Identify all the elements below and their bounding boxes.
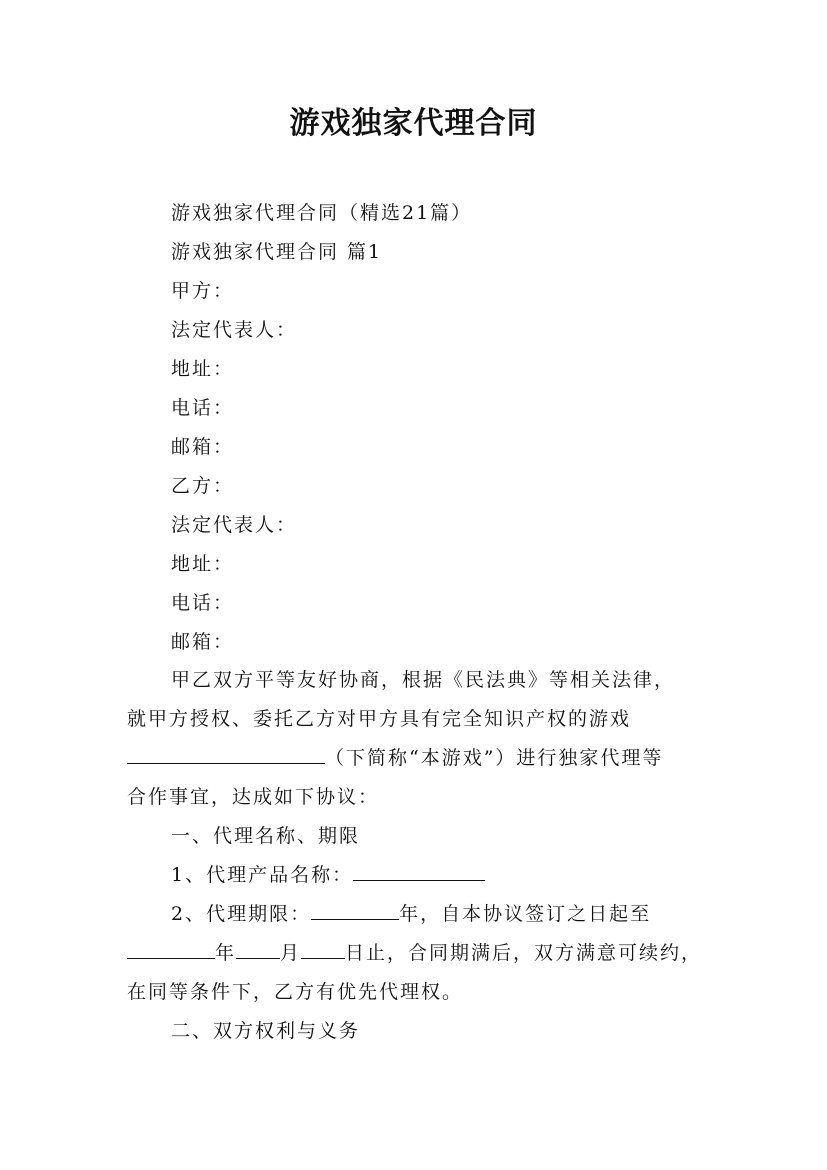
intro-line-3-text: （下简称“本游戏”）进行独家代理等 — [325, 747, 664, 769]
product-name-blank — [353, 862, 485, 881]
party-a-rep: 法定代表人： — [171, 319, 298, 341]
end-year-blank — [127, 940, 215, 959]
party-b-email: 邮箱： — [171, 631, 235, 653]
month-label: 月 — [280, 942, 302, 964]
document-subtitle: 游戏独家代理合同（精选21篇） — [171, 202, 473, 224]
party-a-phone: 电话： — [171, 397, 235, 419]
year-label: 年 — [215, 942, 237, 964]
clause1-item1 — [171, 860, 485, 887]
intro-line-4: 合作事宜，达成如下协议： — [127, 786, 380, 808]
clause1-item2 — [171, 899, 651, 926]
end-month-blank — [236, 940, 280, 959]
clause1-item2-line3: 在同等条件下，乙方有优先代理权。 — [127, 981, 464, 1003]
party-a-address: 地址： — [171, 358, 235, 380]
game-name-blank — [127, 745, 325, 764]
intro-line-2: 就甲方授权、委托乙方对甲方具有完全知识产权的游戏 — [127, 708, 632, 730]
clause1-item2-line2 — [127, 938, 702, 965]
intro-line-1: 甲乙双方平等友好协商，根据《民法典》等相关法律， — [171, 669, 676, 691]
term-text: 年，自本协议签订之日起至 — [399, 903, 652, 925]
section-heading: 游戏独家代理合同 篇1 — [171, 241, 383, 263]
term-rest: 日止，合同期满后，双方满意可续约， — [345, 942, 703, 964]
end-day-blank — [301, 940, 345, 959]
party-b-phone: 电话： — [171, 592, 235, 614]
clause1-heading: 一、代理名称、期限 — [171, 825, 361, 847]
document-title: 游戏独家代理合同 — [289, 106, 538, 141]
party-b-address: 地址： — [171, 553, 235, 575]
product-name-label: 1、代理产品名称： — [171, 864, 354, 886]
term-years-blank — [311, 901, 399, 920]
intro-line-3 — [127, 743, 663, 770]
party-b-rep: 法定代表人： — [171, 514, 298, 536]
party-a-email: 邮箱： — [171, 436, 235, 458]
term-label: 2、代理期限： — [171, 903, 312, 925]
party-a-label: 甲方： — [171, 280, 235, 302]
party-b-label: 乙方： — [171, 475, 235, 497]
clause2-heading: 二、双方权利与义务 — [171, 1020, 361, 1042]
